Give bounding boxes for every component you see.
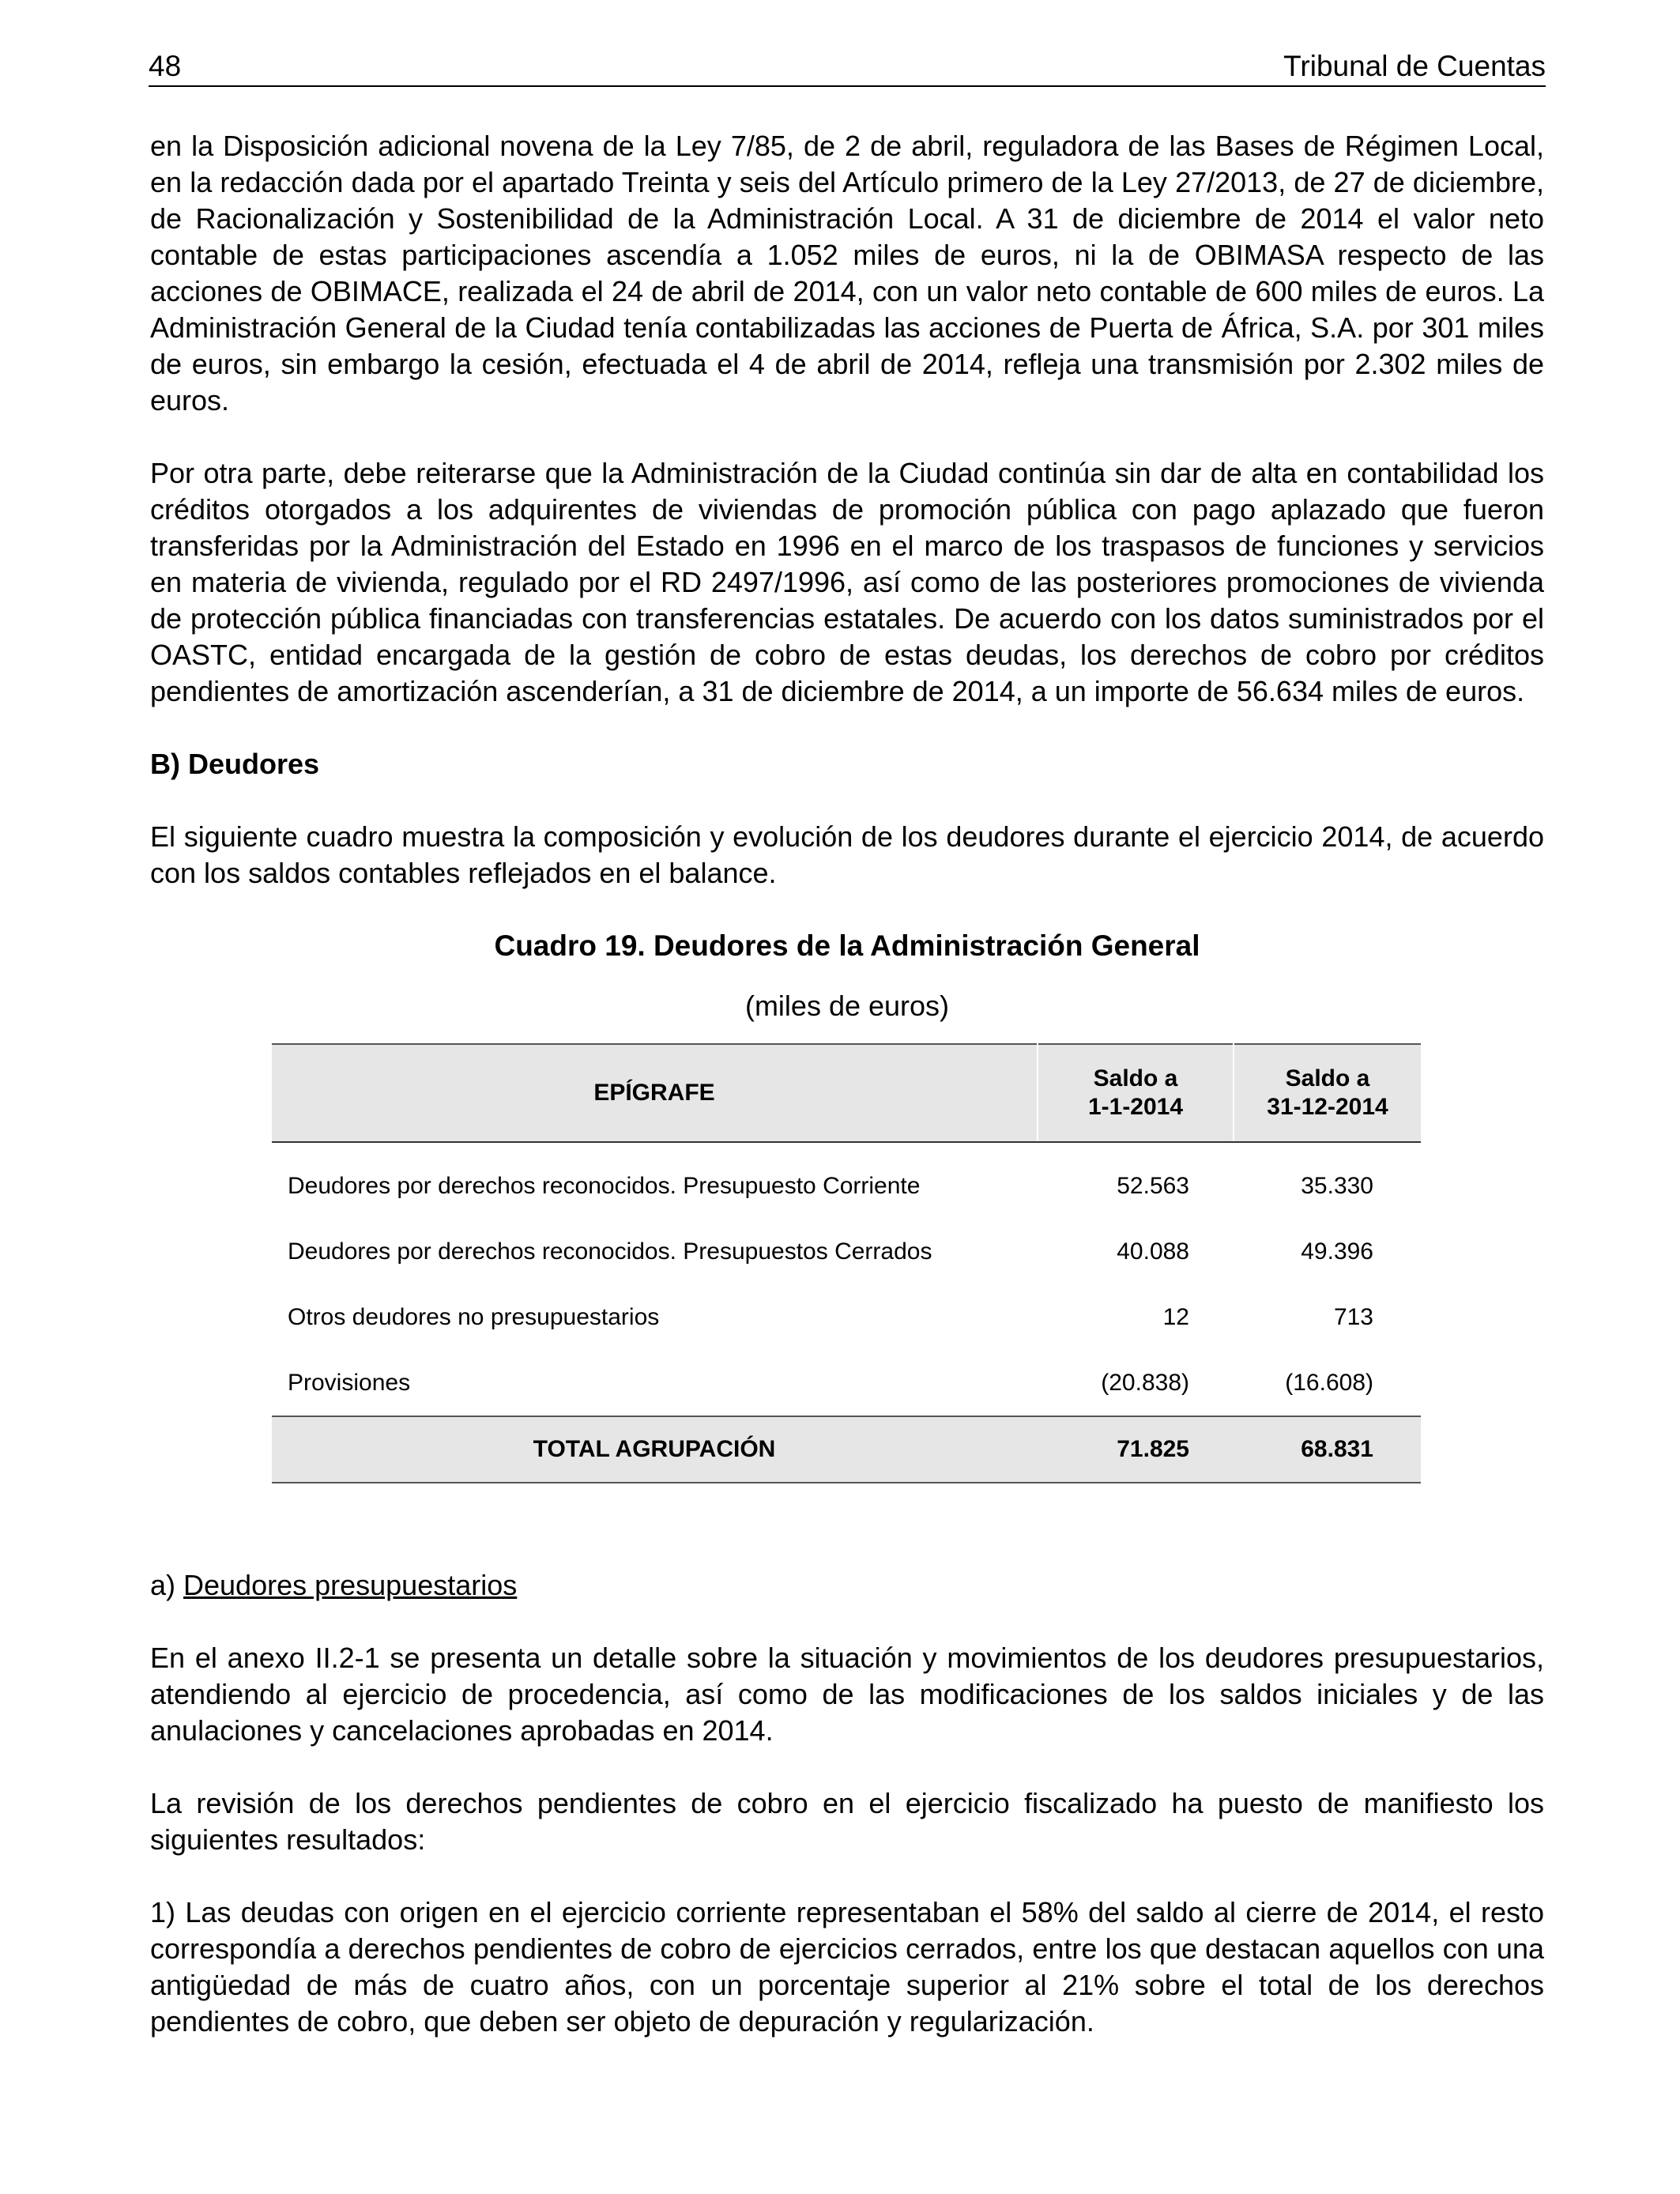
table-title: Cuadro 19. Deudores de la Administración General xyxy=(494,929,1200,962)
header-saldo-final xyxy=(1234,1044,1421,1142)
row-saldo-inicial: 12 xyxy=(1162,1303,1189,1330)
row-saldo-final: 713 xyxy=(1333,1303,1373,1330)
header-organization: Tribunal de Cuentas xyxy=(1283,50,1546,82)
paragraph-revision: La revisión de los derechos pendientes de cobro en el ejercicio fiscalizado ha puesto de manifiesto los siguientes resultados: xyxy=(150,1787,1544,1856)
row-saldo-final: (16.608) xyxy=(1285,1369,1373,1396)
paragraph-participaciones: en la Disposición adicional novena de la Ley 7/85, de 2 de abril, reguladora de las Bases de Régimen Local, en la redacción dada por el apartado Treinta y seis del Artículo primero de la Ley 27/2013, de 27 de diciembre, de Racionalización y Sostenibilidad de la Administración Local. A 31 de diciembre de 2014 el valor neto contable de estas participaciones ascendía a 1.052 miles de euros, ni la de OBIMASA respecto de las acciones de OBIMACE, realizada el 24 de abril de 2014, con un valor neto contable de 600 miles de euros. La Administración General de la Ciudad tenía contabilizadas las acciones de Puerta de África, S.A. por 301 miles de euros, sin embargo la cesión, efectuada el 4 de abril de 2014, refleja una transmisión por 2.302 miles de euros. xyxy=(150,130,1544,417)
deudores-table xyxy=(272,1043,1421,1483)
header-saldo-inicial xyxy=(1038,1044,1234,1142)
table-row xyxy=(272,1350,1421,1416)
row-label: Deudores por derechos reconocidos. Presupuestos Cerrados xyxy=(288,1238,932,1265)
row-label: Otros deudores no presupuestarios xyxy=(288,1303,660,1330)
row-saldo-inicial: (20.838) xyxy=(1101,1369,1189,1396)
table-total-row xyxy=(272,1416,1421,1483)
paragraph-creditos-viviendas: Por otra parte, debe reiterarse que la Administración de la Ciudad continúa sin dar de alta en contabilidad los créditos otorgados a los adquirentes de viviendas de promoción pública con pago aplazado que fueron transferidas por la Administración del Estado en 1996 en el marco de los traspasos de funciones y servicios en materia de vivienda, regulado por el RD 2497/1996, así como de las posteriores promociones de vivienda de protección pública financiadas con transferencias estatales. De acuerdo con los datos suministrados por el OASTC, entidad encargada de la gestión de cobro de estas deudas, los derechos de cobro por créditos pendientes de amortización ascenderían, a 31 de diciembre de 2014, a un importe de 56.634 miles de euros. xyxy=(150,457,1544,707)
header-saldo-final-line2: 31-12-2014 xyxy=(1267,1094,1388,1120)
header-saldo-final-line1: Saldo a xyxy=(1285,1065,1370,1091)
row-label: Deudores por derechos reconocidos. Presupuesto Corriente xyxy=(288,1172,921,1199)
row-saldo-inicial: 52.563 xyxy=(1117,1172,1189,1199)
table-unit: (miles de euros) xyxy=(744,990,950,1022)
section-heading-deudores: B) Deudores xyxy=(150,748,320,780)
row-saldo-final: 49.396 xyxy=(1301,1238,1373,1265)
paragraph-cuadro-intro: El siguiente cuadro muestra la composición y evolución de los deudores durante el ejercicio 2014, de acuerdo con los saldos contables reflejados en el balance. xyxy=(150,820,1544,889)
header-epigrafe: EPÍGRAFE xyxy=(272,1044,1038,1142)
subsection-heading-deudores-presupuestarios xyxy=(150,1567,1544,1604)
paragraph-anexo: En el anexo II.2-1 se presenta un detalle sobre la situación y movimientos de los deudores presupuestarios, atendiendo al ejercicio de procedencia, así como de las modificaciones de los saldos iniciales y de las anulaciones y cancelaciones aprobadas en 2014. xyxy=(150,1642,1544,1747)
page-number: 48 xyxy=(149,50,182,82)
table-header-row xyxy=(272,1044,1421,1142)
total-saldo-inicial: 71.825 xyxy=(1038,1416,1234,1483)
total-saldo-final: 68.831 xyxy=(1234,1416,1421,1483)
header-saldo-inicial-line2: 1-1-2014 xyxy=(1087,1094,1184,1120)
table-row xyxy=(272,1219,1421,1284)
paragraph-resultado-1: 1) Las deudas con origen en el ejercicio corriente representaban el 58% del saldo al cierre de 2014, el resto correspondía a derechos pendientes de cobro de ejercicios cerrados, entre los que destacan aquellos con una antigüedad de más de cuatro años, con un porcentaje superior al 21% sobre el total de los derechos pendientes de cobro, que deben ser objeto de depuración y regularización. xyxy=(150,1896,1544,2038)
subsection-prefix: a) xyxy=(150,1569,184,1601)
row-saldo-final: 35.330 xyxy=(1301,1172,1373,1199)
header-saldo-inicial-line1: Saldo a xyxy=(1093,1065,1178,1091)
total-label: TOTAL AGRUPACIÓN xyxy=(272,1416,1038,1483)
table-row xyxy=(272,1284,1421,1350)
table-row xyxy=(272,1142,1421,1219)
row-saldo-inicial: 40.088 xyxy=(1117,1238,1189,1265)
subsection-title: Deudores presupuestarios xyxy=(183,1569,518,1601)
row-label: Provisiones xyxy=(288,1369,411,1396)
page-body xyxy=(150,128,1544,2040)
page-header xyxy=(149,47,1546,87)
